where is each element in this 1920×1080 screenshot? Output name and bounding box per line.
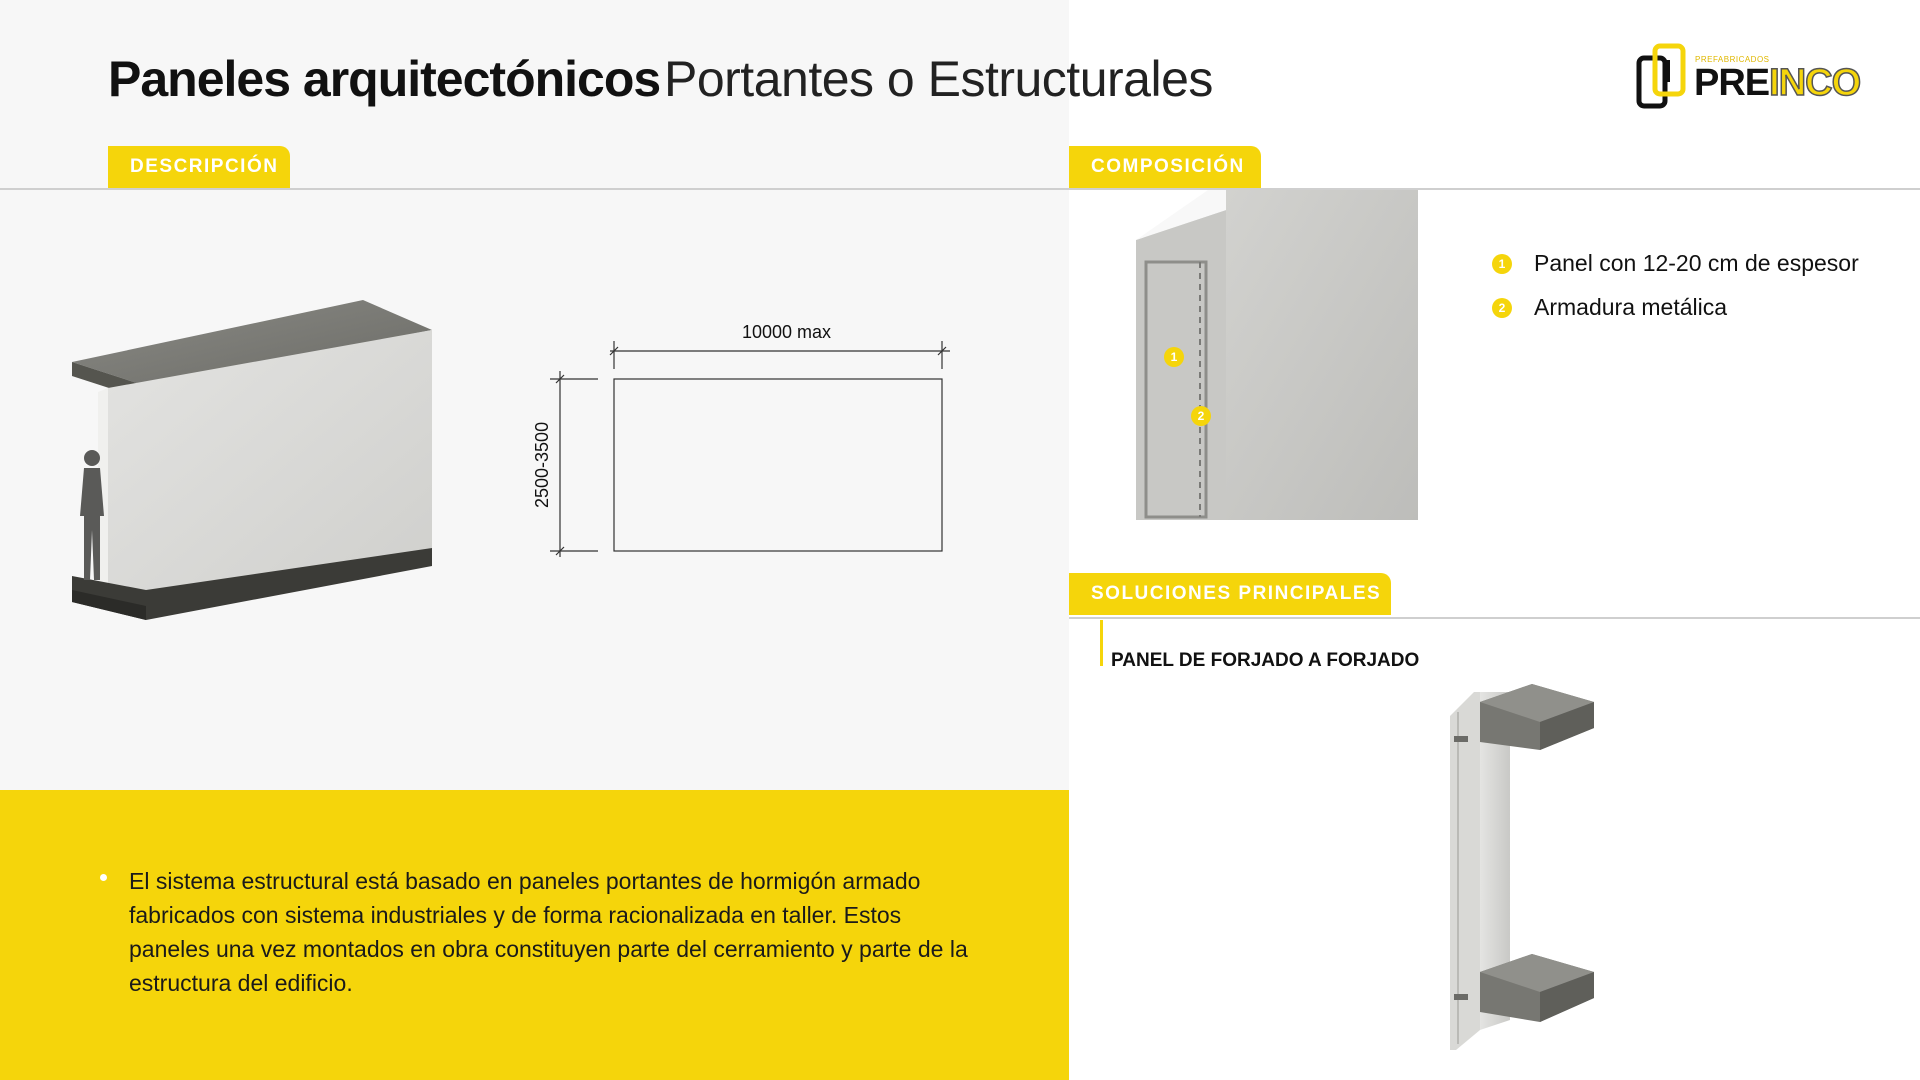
composition-item-1-label: Panel con 12-20 cm de espesor [1534,250,1859,276]
logo-inco: INCO [1769,62,1861,104]
panel-forjado-illustration [1440,672,1610,1050]
solution-title: PANEL DE FORJADO A FORJADO [1111,650,1420,671]
page-subtitle: Portantes o Estructurales [664,51,1213,107]
composition-marker-1: 1 [1164,347,1184,367]
composition-item-2-label: Armadura metálica [1534,294,1728,320]
logo-tagline: PREFABRICADOS [1695,55,1770,64]
tab-composicion: COMPOSICIÓN [1069,146,1261,188]
composition-badge-1: 1 [1492,254,1512,274]
composition-item-1 [1492,250,1859,277]
description-text: El sistema estructural está basado en paneles portantes de hormigón armado fabricados con sistema industriales y de forma racionalizada en taller. Estos paneles una vez montados en obra constituyen parte del cerramiento y parte de la estructura del edificio. [129,868,968,996]
logo-wordmark [1694,62,1860,105]
logo-pre: PRE [1694,62,1770,104]
panel-3d-illustration [60,290,440,630]
dimension-drawing [520,335,960,565]
solution-accent-bar [1100,620,1103,666]
page-title: Paneles arquitectónicos [108,51,661,107]
composition-item-2 [1492,294,1727,321]
composition-badge-2: 2 [1492,298,1512,318]
tab-soluciones: SOLUCIONES PRINCIPALES [1069,573,1391,615]
description-bullet-icon [100,874,107,881]
preinco-logo-icon [1636,42,1692,110]
section-divider-left [0,188,1069,190]
height-dimension-label: 2500-3500 [532,421,552,508]
tab-descripcion: DESCRIPCIÓN [108,146,290,188]
width-dimension-label: 10000 max [742,322,832,342]
composition-marker-2: 2 [1191,406,1211,426]
section-divider-solutions [1069,617,1920,619]
